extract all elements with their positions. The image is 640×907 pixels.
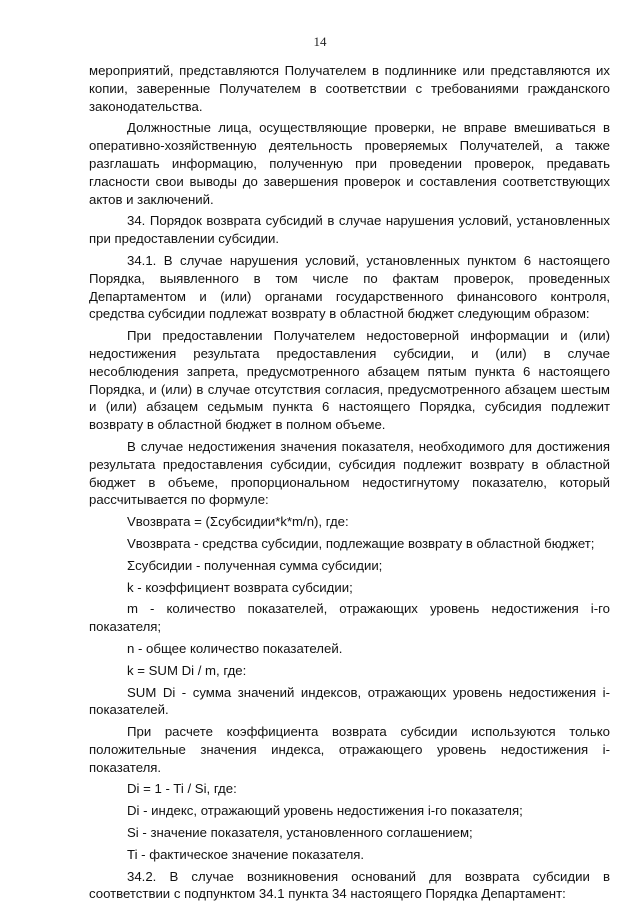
- definition-n: n - общее количество показателей.: [127, 640, 343, 656]
- formula-k: k = SUM Di / m, где:: [127, 662, 247, 678]
- definition-k: k - коэффициент возврата субсидии;: [127, 579, 353, 595]
- definition-si: Si - значение показателя, установленного соглашением;: [127, 825, 473, 841]
- formula-di: Di = 1 - Ti / Si, где:: [127, 781, 237, 797]
- document-body: [89, 62, 610, 907]
- paragraph-34-1: 34.1. В случае нарушения условий, установленных пунктом 6 настоящего Порядка, выявленного в том числе по фактам проверок, проведенных Департаментом и (или) органами государственного финансового контроля, средства субсидии подлежат возврату в областной бюджет следующим образом:: [89, 252, 610, 322]
- paragraph-officials: Должностные лица, осуществляющие проверки, не вправе вмешиваться в оперативно-хозяйственную деятельность проверяемых Получателей, а также разглашать информацию, полученную при проведении проверок, предавать гласности свои выводы до завершения проверок и составления соответствующих актов и заключений.: [89, 120, 610, 207]
- paragraph-full-return: При предоставлении Получателем недостоверной информации и (или) недостижения результата предоставления субсидии, и (или) в случае несоблюдения запрета, предусмотренного абзацем пятым пункта 6 настоящего Порядка, и (или) в случае отсутствия согласия, предусмотренного абзацем шестым и (или) абзацем седьмым пункта 6 настоящего Порядка, субсидия подлежит возврату в областной бюджет в полном объеме.: [89, 328, 610, 433]
- definition-sum-di: SUM Di - сумма значений индексов, отражающих уровень недостижения i-показателей.: [89, 684, 610, 718]
- definition-v-return: Vвозврата - средства субсидии, подлежащие возврату в областной бюджет;: [127, 535, 595, 551]
- definition-sum-subsidy: Σсубсидии - полученная сумма субсидии;: [127, 557, 383, 573]
- definition-ti: Ti - фактическое значение показателя.: [127, 846, 365, 862]
- paragraph-continuation: мероприятий, представляются Получателем в подлиннике или представляются их копии, заверенные Получателем в соответствии с требованиями гражданского законодательства.: [89, 63, 610, 114]
- definition-di: Di - индекс, отражающий уровень недостижения i-го показателя;: [127, 803, 523, 819]
- page-number: 14: [313, 34, 327, 49]
- definition-m: m - количество показателей, отражающих уровень недостижения i-го показателя;: [89, 601, 610, 635]
- formula-v-return: Vвозврата = (Σсубсидии*k*m/n), где:: [127, 514, 349, 530]
- paragraph-proportional-return: В случае недостижения значения показателя, необходимого для достижения результата предоставления субсидии, субсидия подлежит возврату в областной бюджет в объеме, пропорциональном недостигнутому показателю, который рассчитывается по формуле:: [89, 438, 610, 508]
- paragraph-34-2: 34.2. В случае возникновения оснований для возврата субсидии в соответствии с подпунктом 34.1 пункта 34 настоящего Порядка Департамент:: [89, 868, 610, 902]
- paragraph-section-34-heading: 34. Порядок возврата субсидий в случае нарушения условий, установленных при предоставлении субсидии.: [89, 213, 610, 247]
- paragraph-positive-values: При расчете коэффициента возврата субсидии используются только положительные значения индекса, отражающего уровень недостижения i-показателя.: [89, 724, 610, 775]
